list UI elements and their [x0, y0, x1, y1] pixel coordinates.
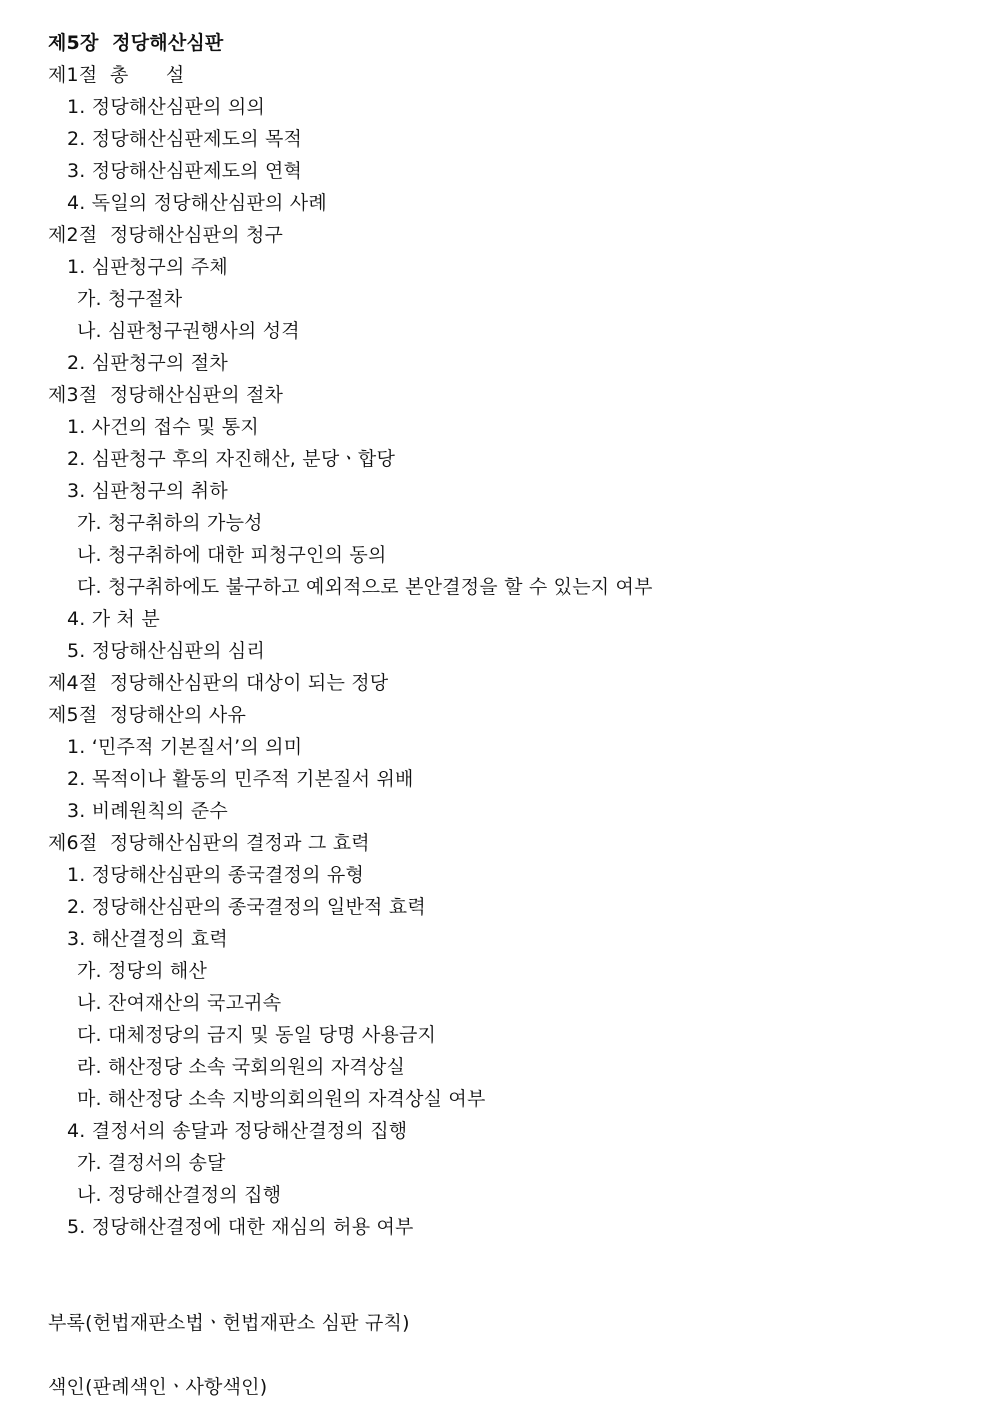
- chapter-title: 제5장 정당해산심판: [48, 32, 224, 54]
- subitem: 가. 정당의 해산: [77, 960, 208, 982]
- list-item: 1. 심판청구의 주체: [67, 256, 228, 278]
- list-item: 1. 사건의 접수 및 통지: [67, 416, 259, 438]
- subitem: 가. 결정서의 송달: [77, 1152, 226, 1174]
- list-item: 4. 독일의 정당해산심판의 사례: [67, 192, 327, 214]
- subitem: 가. 청구취하의 가능성: [77, 512, 263, 534]
- list-item: 1. 정당해산심판의 의의: [67, 96, 265, 118]
- list-item: 2. 심판청구 후의 자진해산, 분당ㆍ합당: [67, 448, 396, 470]
- list-item: 5. 정당해산결정에 대한 재심의 허용 여부: [67, 1216, 414, 1238]
- list-item: 3. 해산결정의 효력: [67, 928, 228, 950]
- list-item: 2. 심판청구의 절차: [67, 352, 228, 374]
- spacer: [48, 1243, 968, 1307]
- list-item: 2. 목적이나 활동의 민주적 기본질서 위배: [67, 768, 414, 790]
- section-title: 제1절 총 설: [48, 64, 185, 86]
- appendix-entry: 부록(헌법재판소법ㆍ헌법재판소 심판 규칙): [48, 1312, 410, 1334]
- list-item: 5. 정당해산심판의 심리: [67, 640, 265, 662]
- list-item: 3. 비례원칙의 준수: [67, 800, 228, 822]
- list-item: 1. 정당해산심판의 종국결정의 유형: [67, 864, 365, 886]
- list-item: 2. 정당해산심판의 종국결정의 일반적 효력: [67, 896, 426, 918]
- list-item: 3. 심판청구의 취하: [67, 480, 228, 502]
- section-title: 제4절 정당해산심판의 대상이 되는 정당: [48, 672, 389, 694]
- subitem: 가. 청구절차: [77, 288, 183, 310]
- list-item: 3. 정당해산심판제도의 연혁: [67, 160, 303, 182]
- subitem: 나. 정당해산결정의 집행: [77, 1184, 282, 1206]
- section-title: 제3절 정당해산심판의 절차: [48, 384, 284, 406]
- list-item: 2. 정당해산심판제도의 목적: [67, 128, 303, 150]
- list-item: 1. ‘민주적 기본질서’의 의미: [67, 736, 303, 758]
- subitem: 라. 해산정당 소속 국회의원의 자격상실: [77, 1056, 406, 1078]
- subitem: 나. 잔여재산의 국고귀속: [77, 992, 282, 1014]
- subitem: 다. 대체정당의 금지 및 동일 당명 사용금지: [77, 1024, 437, 1046]
- section-title: 제5절 정당해산의 사유: [48, 704, 246, 726]
- index-entry: 색인(판례색인ㆍ사항색인): [48, 1376, 268, 1398]
- subitem: 나. 청구취하에 대한 피청구인의 동의: [77, 544, 387, 566]
- subitem: 나. 심판청구권행사의 성격: [77, 320, 300, 342]
- sections-list: [48, 59, 968, 1243]
- section-title: 제2절 정당해산심판의 청구: [48, 224, 284, 246]
- section-title: 제6절 정당해산심판의 결정과 그 효력: [48, 832, 370, 854]
- spacer: [48, 1339, 968, 1371]
- list-item: 4. 가 처 분: [67, 608, 160, 630]
- subitem: 다. 청구취하에도 불구하고 예외적으로 본안결정을 할 수 있는지 여부: [77, 576, 653, 598]
- list-item: 4. 결정서의 송달과 정당해산결정의 집행: [67, 1120, 408, 1142]
- subitem: 마. 해산정당 소속 지방의회의원의 자격상실 여부: [77, 1088, 486, 1110]
- table-of-contents: [48, 27, 968, 1403]
